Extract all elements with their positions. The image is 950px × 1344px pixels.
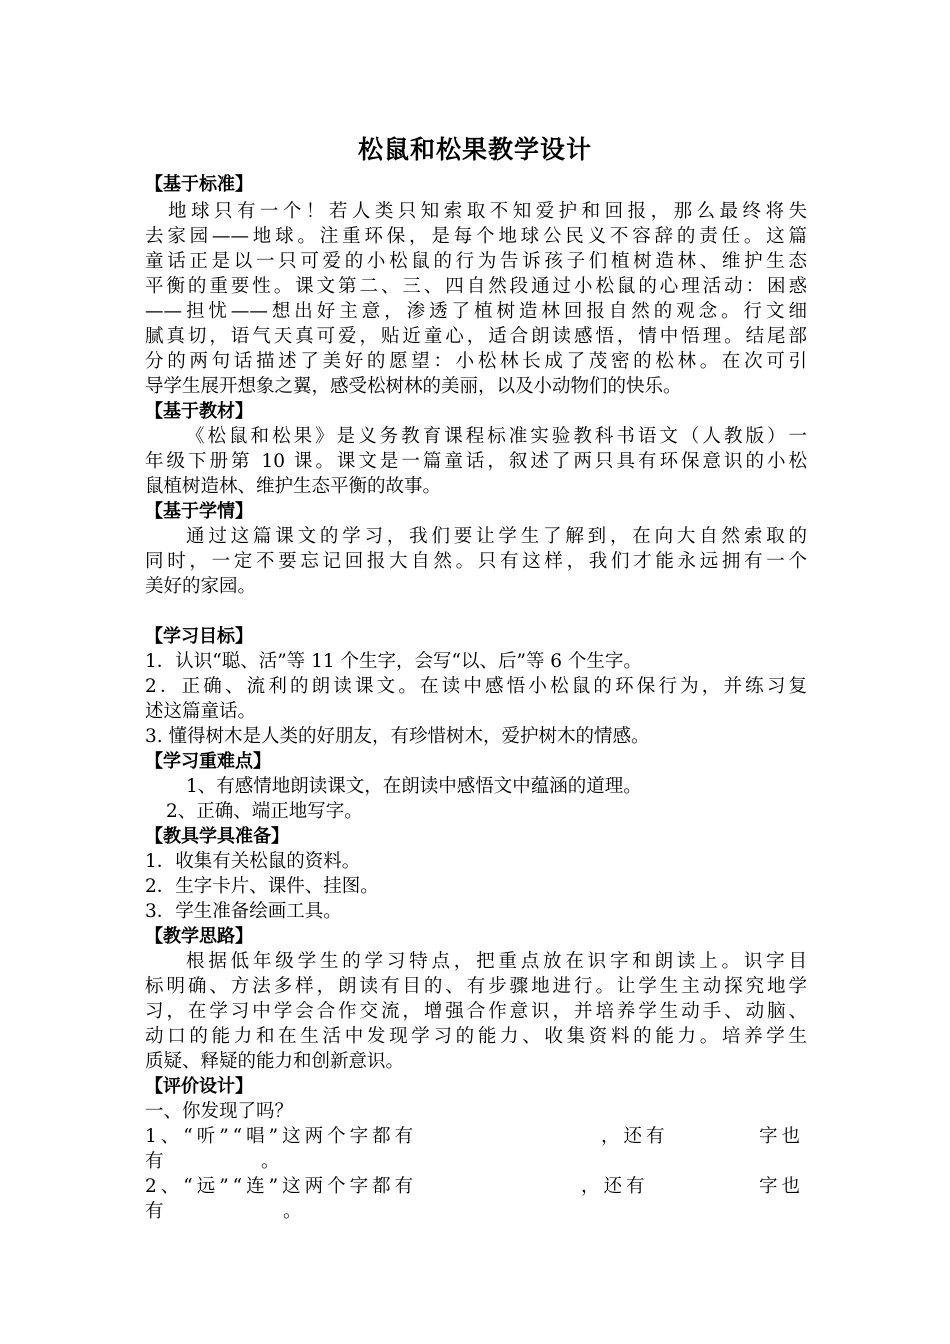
- paragraph-line: 根据低年级学生的学习特点，把重点放在识字和朗读上。识字目: [186, 951, 807, 972]
- document-title: 松鼠和松果教学设计: [357, 135, 592, 164]
- question-2-line: [145, 1174, 807, 1199]
- heading-based-on-textbook: 【基于教材】: [145, 401, 253, 422]
- heading-based-on-students: 【基于学情】: [145, 501, 253, 522]
- question-1-line: [145, 1124, 807, 1149]
- paragraph-line: 习，在学习中学会合作交流，增强合作意识，并培养学生动手、动脑、: [145, 1001, 807, 1022]
- question-2-text: 2、“远”“连”这两个字都有: [145, 1176, 418, 1197]
- question-1-line: [145, 1149, 807, 1174]
- question-2-text: 字也: [759, 1176, 805, 1197]
- paragraph-line: 童话正是以一只可爱的小松鼠的行为告诉孩子们植树造林、维护生态: [145, 251, 807, 272]
- paragraph-line: 动口的能力和在生活中发现学习的能力、收集资料的能力。培养学生: [145, 1026, 807, 1047]
- paragraph-line: 标明确、方法多样，朗读有目的、有步骤地进行。让学生主动探究地学: [145, 976, 807, 997]
- question-2-text: 。: [283, 1201, 302, 1222]
- heading-assessment: 【评价设计】: [145, 1076, 253, 1097]
- question-1-text: 字也: [759, 1126, 805, 1147]
- paragraph-line: 地球只有一个！若人类只知索取不知爱护和回报，那么最终将失: [168, 201, 807, 222]
- paragraph-line: 分的两句话描述了美好的愿望：小松林长成了茂密的松林。在次可引: [145, 351, 807, 372]
- goal-item: 3. 懂得树木是人类的好朋友，有珍惜树木，爱护树木的情感。: [145, 726, 650, 747]
- question-2-text: 有: [145, 1201, 164, 1222]
- question-2-line: [145, 1199, 807, 1224]
- material-item: 3．学生准备绘画工具。: [145, 901, 342, 922]
- heading-teaching-approach: 【教学思路】: [145, 926, 253, 947]
- paragraph-line: 同时，一定不要忘记回报大自然。只有这样，我们才能永远拥有一个: [145, 551, 807, 572]
- heading-learning-goals: 【学习目标】: [145, 626, 253, 647]
- paragraph-line: 平衡的重要性。课文第二、三、四自然段通过小松鼠的心理活动：困惑: [145, 276, 807, 297]
- question-1-text: 。: [261, 1151, 280, 1172]
- goal-item: 1．认识“聪、活”等 11 个生字，会写“以、后”等 6 个生字。: [145, 651, 642, 672]
- question-2-text: ，还有: [581, 1176, 649, 1197]
- paragraph-line: 美好的家园。: [145, 576, 257, 597]
- question-heading: 一、你发现了吗？: [145, 1101, 294, 1122]
- question-1-text: 1、“听”“唱”这两个字都有: [145, 1126, 418, 1147]
- paragraph-line: 《松鼠和松果》是义务教育课程标准实验教科书语文（人教版）一: [186, 426, 807, 447]
- key-point-item: 2、正确、端正地写字。: [166, 801, 363, 822]
- goal-item: 述这篇童话。: [145, 701, 257, 722]
- heading-key-points: 【学习重难点】: [145, 751, 271, 772]
- paragraph-line: ——担忧——想出好主意，渗透了植树造林回报自然的观念。行文细: [145, 301, 807, 322]
- material-item: 2．生字卡片、课件、挂图。: [145, 876, 379, 897]
- paragraph-line: 质疑、释疑的能力和创新意识。: [145, 1051, 405, 1072]
- goal-item: 2．正确、流利的朗读课文。在读中感悟小松鼠的环保行为，并练习复: [145, 676, 807, 697]
- paragraph-line: 导学生展开想象之翼，感受松树林的美丽，以及小动物们的快乐。: [145, 376, 682, 397]
- heading-materials: 【教具学具准备】: [145, 826, 289, 847]
- paragraph-line: 通过这篇课文的学习，我们要让学生了解到，在向大自然索取的: [186, 526, 807, 547]
- paragraph-line: 腻真切，语气天真可爱，贴近童心，适合朗读感悟，情中悟理。结尾部: [145, 326, 807, 347]
- paragraph-line: 年级下册第 10 课。课文是一篇童话，叙述了两只具有环保意识的小松: [145, 451, 807, 472]
- material-item: 1．收集有关松鼠的资料。: [145, 851, 361, 872]
- key-point-item: 1、有感情地朗读课文，在朗读中感悟文中蕴涵的道理。: [186, 776, 642, 797]
- question-1-text: 有: [145, 1151, 164, 1172]
- heading-based-on-standard: 【基于标准】: [145, 174, 253, 195]
- question-1-text: ，还有: [601, 1126, 669, 1147]
- paragraph-line: 鼠植树造林、维护生态平衡的故事。: [145, 476, 442, 497]
- paragraph-line: 去家园——地球。注重环保，是每个地球公民义不容辞的责任。这篇: [145, 226, 807, 247]
